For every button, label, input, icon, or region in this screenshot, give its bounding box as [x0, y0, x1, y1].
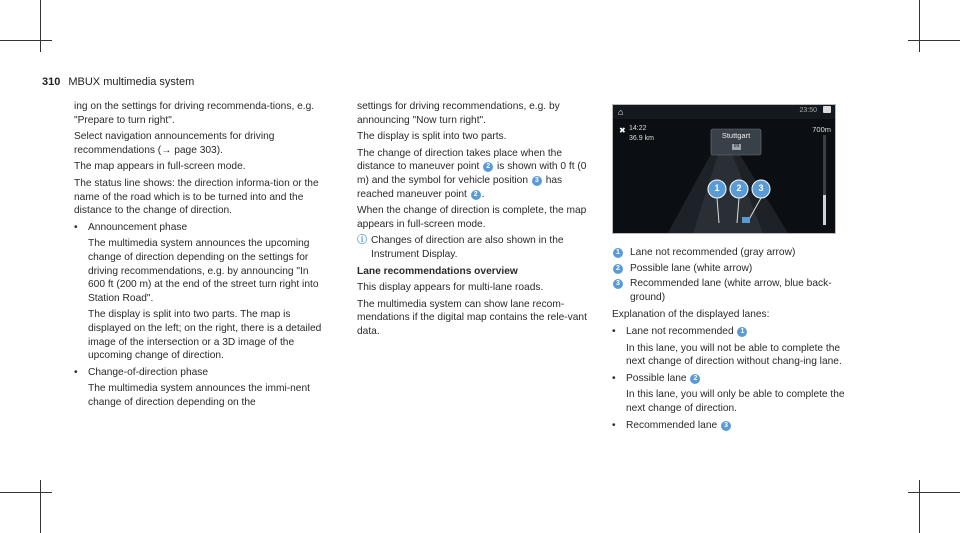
- remaining-distance: 700m: [812, 125, 831, 134]
- bullet-text: Lane not recommended: [626, 325, 734, 337]
- paragraph: [357, 147, 601, 201]
- caption-2: [612, 262, 862, 276]
- bullet-item: • Change-of-direction phase: [74, 366, 324, 380]
- callout-badge-3: 3: [613, 279, 623, 289]
- bullet-text: Recommended lane: [626, 419, 718, 431]
- note-text: Changes of direction are also shown in the Instrument Display.: [371, 235, 564, 260]
- paragraph: The multimedia system announces the immi-nent change of direction depending on the: [88, 383, 310, 408]
- paragraph: ing on the settings for driving recommenda-tions, e.g. "Prepare to turn right".: [74, 101, 315, 126]
- section-heading: Lane recommendations overview: [357, 265, 518, 277]
- paragraph: The status line shows: the direction informa-tion or the name of the road which is to be turned into and the distance to the change of direction.: [74, 177, 319, 217]
- callout-badge-2: 2: [690, 374, 700, 384]
- callout-badge-2: 2: [471, 190, 481, 200]
- paragraph: Explanation of the displayed lanes:: [612, 309, 770, 321]
- paragraph: When the change of direction is complete, the map appears in full-screen mode.: [357, 205, 587, 230]
- paragraph: settings for driving recommendations, e.g. by announcing "Now turn right".: [357, 101, 560, 126]
- turn-icon: ✖: [619, 126, 626, 135]
- info-icon: ⓘ: [357, 235, 368, 247]
- crop-mark: [0, 492, 52, 493]
- bullet-item: [612, 325, 862, 339]
- text-span: is shown with 0 ft (0 m) and the symbol for vehicle position: [357, 161, 587, 186]
- crop-mark: [908, 40, 960, 41]
- column-1: [74, 100, 324, 412]
- caption-text: Lane not recommended (gray arrow): [630, 247, 796, 258]
- crop-mark: [40, 0, 41, 52]
- bullet-item: [612, 372, 862, 386]
- crop-mark: [908, 492, 960, 493]
- callout-badge-1: 1: [613, 248, 623, 258]
- paragraph: In this lane, you will not be able to complete the next change of direction without chang-ing lane.: [626, 342, 842, 368]
- eta-time: 14:22: [629, 125, 647, 132]
- paragraph: The map appears in full-screen mode.: [74, 161, 246, 173]
- paragraph: The display is split into two parts.: [357, 131, 507, 143]
- crop-mark: [919, 480, 920, 533]
- caption-text: Recommended lane (white arrow, blue back-ground): [630, 278, 832, 303]
- paragraph: This display appears for multi-lane roads.: [357, 282, 544, 294]
- callout-badge-2: 2: [613, 264, 623, 274]
- callout-badge-1: 1: [737, 327, 747, 337]
- column-3: [612, 246, 862, 435]
- paragraph: The display is split into two parts. The map is displayed on the left; on the right, there is a detailed image of the intersection or a 3D image of the upcoming change of direction.: [88, 309, 322, 362]
- paragraph: In this lane, you will only be able to complete the next change of direction.: [626, 389, 845, 414]
- crop-mark: [40, 480, 41, 533]
- caption-3: [612, 277, 862, 304]
- status-clock: 23:50: [799, 107, 817, 114]
- page-header: [42, 76, 194, 88]
- bullet-item: [612, 419, 862, 433]
- crop-mark: [919, 0, 920, 52]
- callout-badge-3: 3: [532, 176, 542, 186]
- page-number: 310: [42, 76, 61, 88]
- road-sign-number: 99: [733, 143, 740, 149]
- caption-text: Possible lane (white arrow): [630, 262, 753, 274]
- lane-number-2: 2: [736, 183, 742, 193]
- column-2: [357, 100, 601, 342]
- callout-badge-3: 3: [721, 421, 731, 431]
- home-icon: ⌂: [618, 107, 624, 117]
- paragraph: The multimedia system announces the upcoming change of direction depending on the settings for driving recommendations, e.g. by announcing "In 600 ft (200 m) at the end of the street turn right into Station Road".: [88, 238, 319, 304]
- navigation-screen-image: [612, 104, 836, 234]
- text-span: The change of direction takes place when the distance to maneuver point: [357, 147, 563, 173]
- page-title: MBUX multimedia system: [68, 76, 195, 88]
- eta-distance: 36.9 km: [629, 135, 654, 142]
- lane-number-3: 3: [758, 183, 764, 193]
- caption-1: [612, 246, 862, 260]
- info-note: [357, 234, 601, 261]
- text-span: has reached maneuver point: [357, 174, 563, 200]
- text-span: .: [481, 188, 485, 200]
- paragraph: Select navigation announcements for driving recommendations (→ page 303).: [74, 131, 275, 156]
- bullet-text: Possible lane: [626, 372, 687, 384]
- road-sign-text: Stuttgart: [721, 131, 751, 140]
- lane-number-1: 1: [714, 183, 720, 193]
- crop-mark: [0, 40, 52, 41]
- callout-badge-2: 2: [483, 162, 493, 172]
- message-icon: [823, 106, 831, 113]
- bullet-item: • Announcement phase: [74, 221, 324, 235]
- paragraph: The multimedia system can show lane recom-mendations if the digital map contains the rele-vant data.: [357, 298, 587, 337]
